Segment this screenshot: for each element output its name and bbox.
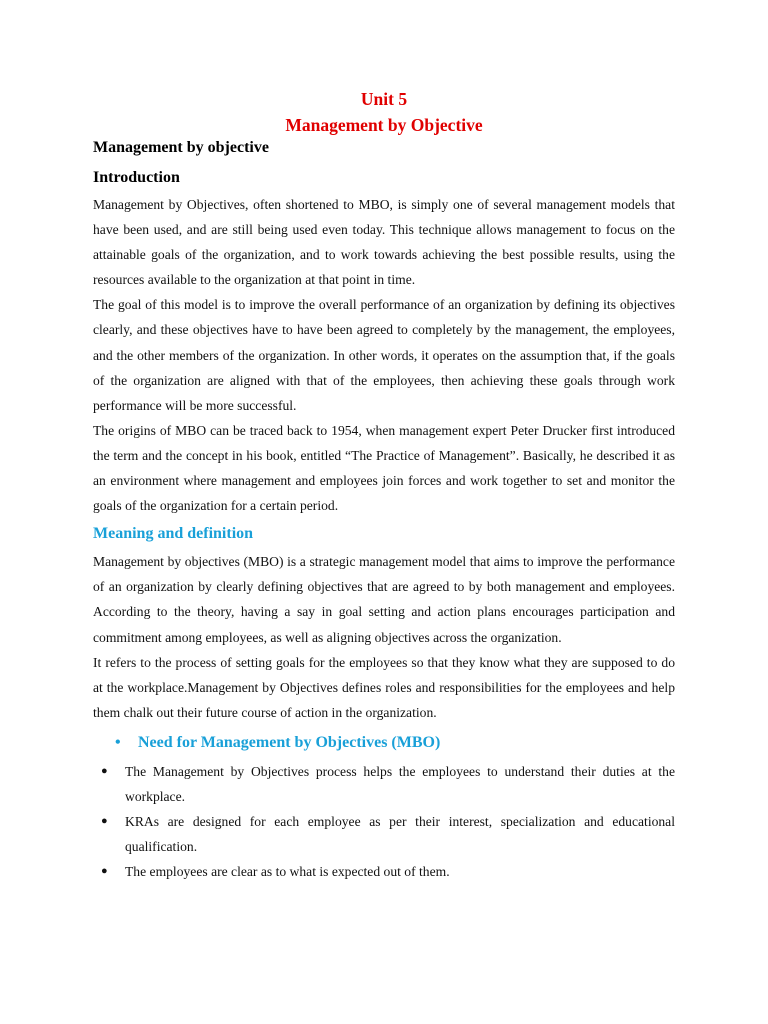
- heading-management-by-objective: Management by objective: [93, 139, 269, 156]
- heading-need-for-mbo-row: [93, 733, 675, 753]
- list-item-text: The Management by Objectives process helps the employees to understand their duties at the workplace.: [125, 763, 675, 804]
- list-item-text: KRAs are designed for each employee as per their interest, specialization and educational qualification.: [125, 814, 675, 855]
- meaning-paragraph-2: It refers to the process of setting goals for the employees so that they know what they are supposed to do at the workplace.Management by Objectives defines roles and responsibilities for the employees and help them chalk out their future course of action in the organization.: [93, 654, 675, 720]
- document-page: [93, 86, 675, 884]
- bullet-icon: ●: [101, 865, 108, 878]
- main-title: Management by Objective: [285, 115, 483, 135]
- intro-paragraph-3: The origins of MBO can be traced back to 1954, when management expert Peter Drucker first introduced the term and the concept in his book, entitled “The Practice of Management”. Basically, he described it as an environment where management and employees join forces and work together to set and monitor the goals of the organization for a certain period.: [93, 422, 675, 514]
- need-list: [93, 759, 675, 884]
- list-item: [93, 809, 675, 859]
- list-item: [93, 859, 675, 884]
- unit-title: Unit 5: [360, 89, 408, 109]
- list-item: [93, 759, 675, 809]
- heading-meaning-and-definition: Meaning and definition: [93, 525, 254, 543]
- bullet-icon: ●: [101, 815, 108, 828]
- list-item-text: The employees are clear as to what is expected out of them.: [125, 864, 450, 880]
- heading-introduction: Introduction: [93, 169, 180, 186]
- bullet-icon: ●: [101, 764, 108, 777]
- bullet-icon: •: [115, 733, 121, 751]
- intro-paragraph-1: Management by Objectives, often shortened to MBO, is simply one of several management models that have been used, and are still being used even today. This technique allows management to focus on the attainable goals of the organization, and to work towards achieving the best possible results, using the resources available to the organization at that point in time.: [93, 197, 675, 288]
- meaning-paragraph-1: Management by objectives (MBO) is a strategic management model that aims to improve the performance of an organization by clearly defining objectives that are agreed to by both management and employees. According to the theory, having a say in goal setting and action plans encourages participation and commitment among employees, as well as aligning objectives across the organization.: [93, 554, 675, 645]
- heading-need-for-mbo: Need for Management by Objectives (MBO): [138, 733, 441, 751]
- intro-paragraph-2: The goal of this model is to improve the overall performance of an organization by defining its objectives clearly, and these objectives have to have been agreed to completely by the management, the employees, and the other members of the organization. In other words, it operates on the assumption that, if the goals of the organization are aligned with that of the employees, then achieving these goals through work performance will be more successful.: [93, 297, 675, 413]
